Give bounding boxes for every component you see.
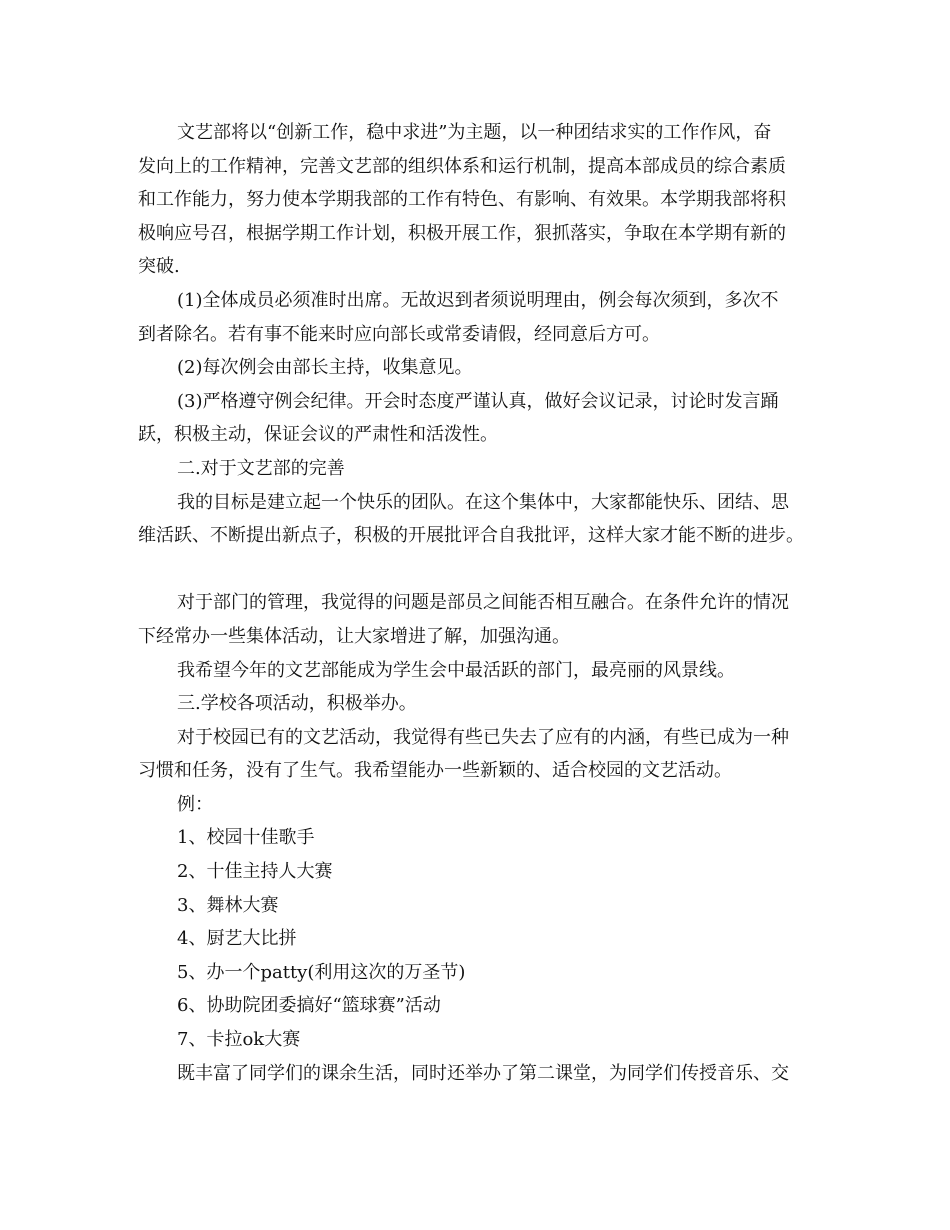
text-line: 4、厨艺大比拼	[177, 928, 297, 950]
document-body	[138, 116, 828, 1090]
text-line: 我的目标是建立起一个快乐的团队。在这个集体中，大家都能快乐、团结、思	[177, 491, 789, 513]
blank-line	[138, 553, 828, 587]
text-line: 既丰富了同学们的课余生活，同时还举办了第二课堂，为同学们传授音乐、交	[177, 1062, 789, 1084]
text-line: 到者除名。若有事不能来时应向部长或常委请假，经同意后方可。	[138, 323, 660, 345]
text-line: 对于校园已有的文艺活动，我觉得有些已失去了应有的内涵，有些已成为一种	[177, 726, 789, 748]
text-line: (2)每次例会由部长主持，收集意见。	[177, 357, 473, 379]
text-line: 极响应号召，根据学期工作计划，积极开展工作，狠抓落实，争取在本学期有新的	[138, 222, 786, 244]
text-line: (3)严格遵守例会纪律。开会时态度严谨认真，做好会议记录，讨论时发言踊	[177, 390, 779, 412]
text-line: 三.学校各项活动，积极举办。	[177, 693, 417, 715]
text-line: 2、十佳主持人大赛	[177, 861, 333, 883]
text-line: 下经常办一些集体活动，让大家增进了解，加强沟通。	[138, 625, 570, 647]
text-line: 文艺部将以“创新工作，稳中求进”为主题，以一种团结求实的工作作风，奋	[177, 122, 772, 143]
text-line: 我希望今年的文艺部能成为学生会中最活跃的部门，最亮丽的风景线。	[177, 659, 735, 681]
text-line: 7、卡拉ok大赛	[177, 1029, 301, 1051]
text-line: 例：	[177, 793, 213, 815]
text-line: 发向上的工作精神，完善文艺部的组织体系和运行机制，提高本部成员的综合素质	[138, 155, 786, 177]
text-line: 6、协助院团委搞好“篮球赛”活动	[177, 995, 441, 1017]
text-line: (1)全体成员必须准时出席。无故迟到者须说明理由，例会每次须到，多次不	[177, 289, 779, 311]
text-line: 突破.	[138, 256, 180, 278]
text-line: 5、办一个patty(利用这次的万圣节)	[177, 961, 466, 983]
text-line: 习惯和任务，没有了生气。我希望能办一些新颖的、适合校园的文艺活动。	[138, 760, 732, 782]
text-line: 二.对于文艺部的完善	[177, 457, 345, 479]
text-line: 跃，积极主动，保证会议的严肃性和活泼性。	[138, 424, 498, 446]
text-line: 3、舞林大赛	[177, 894, 279, 916]
text-line: 和工作能力，努力使本学期我部的工作有特色、有影响、有效果。本学期我部将积	[138, 189, 786, 211]
text-line: 维活跃、不断提出新点子，积极的开展批评合自我批评，这样大家才能不断的进步。	[138, 525, 804, 547]
text-line: 对于部门的管理，我觉得的问题是部员之间能否相互融合。在条件允许的情况	[177, 592, 789, 614]
text-line: 1、校园十佳歌手	[177, 827, 315, 849]
